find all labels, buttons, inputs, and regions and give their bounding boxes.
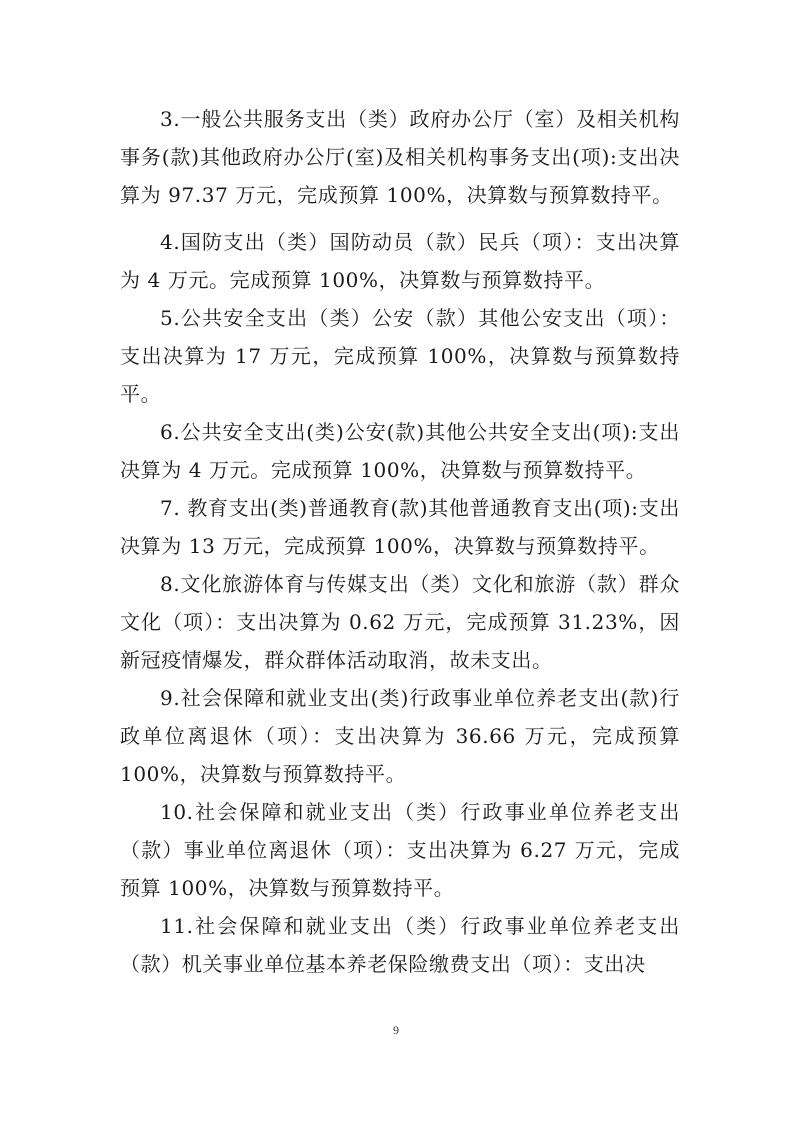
- paragraph-item-4: 4.国防支出（类）国防动员（款）民兵（项）：支出决算为 4 万元。完成预算 100%，决算数与预算数持平。: [120, 230, 680, 292]
- paragraph-item-8: 8.文化旅游体育与传媒支出（类）文化和旅游（款）群众文化（项）：支出决算为 0.62 万元，完成预算 31.23%，因新冠疫情爆发，群众群体活动取消，故未支出。: [120, 572, 680, 672]
- paragraph-item-6: 6.公共安全支出(类)公安(款)其他公共安全支出(项):支出决算为 4 万元。完成预算 100%，决算数与预算数持平。: [120, 420, 680, 482]
- paragraph-item-3: 3.一般公共服务支出（类）政府办公厅（室）及相关机构事务(款)其他政府办公厅(室)及相关机构事务支出(项):支出决算为 97.37 万元，完成预算 100%，决算数与预算数持平。: [120, 107, 680, 207]
- paragraph-item-7: 7. 教育支出(类)普通教育(款)其他普通教育支出(项):支出决算为 13 万元，完成预算 100%，决算数与预算数持平。: [120, 496, 680, 558]
- paragraph-item-10: 10.社会保障和就业支出（类）行政事业单位养老支出（款）事业单位离退休（项）：支出决算为 6.27 万元，完成预算 100%，决算数与预算数持平。: [120, 800, 680, 900]
- paragraph-item-5: 5.公共安全支出（类）公安（款）其他公安支出（项）：支出决算为 17 万元，完成预算 100%，决算数与预算数持平。: [120, 306, 680, 406]
- paragraph-item-11: 11.社会保障和就业支出（类）行政事业单位养老支出（款）机关事业单位基本养老保险缴费支出（项）：支出决: [120, 914, 680, 976]
- page-number: 9: [393, 1023, 399, 1037]
- paragraph-item-9: 9.社会保障和就业支出(类)行政事业单位养老支出(款)行政单位离退休（项）：支出决算为 36.66 万元，完成预算 100%，决算数与预算数持平。: [120, 686, 680, 786]
- body-text: [120, 100, 680, 983]
